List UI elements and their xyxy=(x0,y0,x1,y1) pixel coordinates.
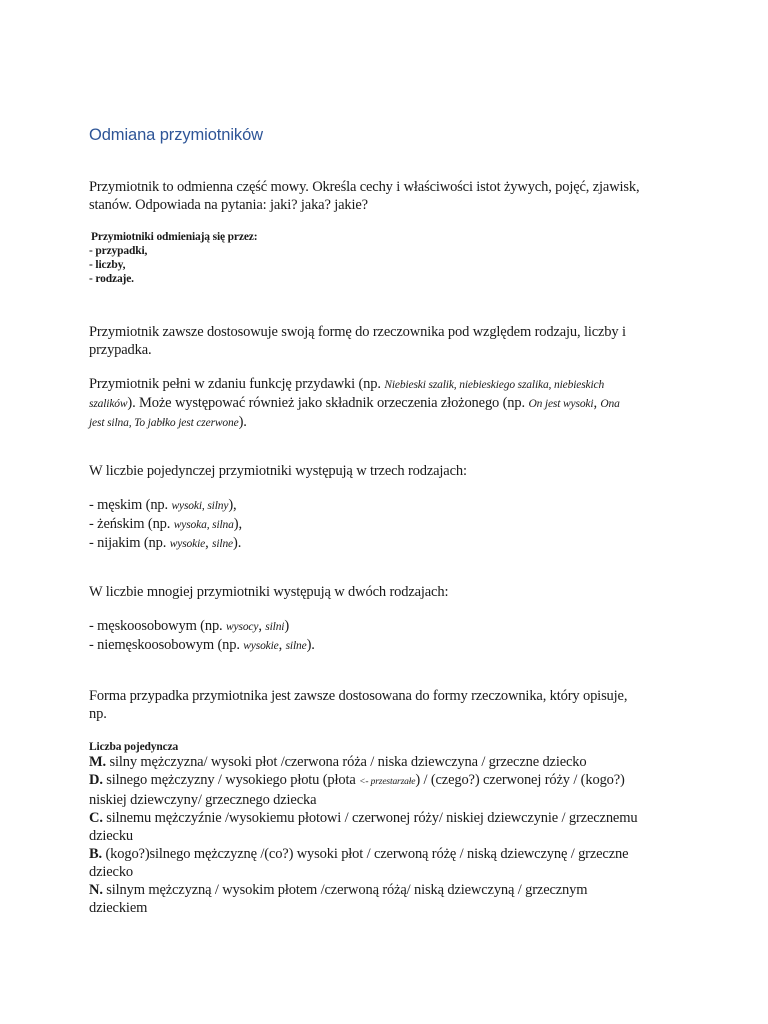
plural-intro: W liczbie mnogiej przymiotniki występują w dwóch rodzajach: xyxy=(89,584,449,600)
case-row-b: B. (kogo?)silnego mężczyznę /(co?) wysoki płot / czerwoną różę / niską dziewczynę / grzeczne xyxy=(89,846,629,862)
case-line: np. xyxy=(89,706,107,722)
example-text: On jest wysoki xyxy=(528,398,594,410)
inflection-heading: Przymiotniki odmieniają się przez: xyxy=(91,231,258,243)
case-row-n: N. silnym mężczyzną / wysokim płotem /czerwoną różą/ niską dziewczyną / grzecznym xyxy=(89,882,588,898)
list-item: - męskim (np. wysoki, silny), xyxy=(89,497,237,513)
example-text: jest silna, To jabłko jest czerwone xyxy=(89,417,239,429)
case-row-b-cont: dziecko xyxy=(89,864,134,880)
intro-line: stanów. Odpowiada na pytania: jaki? jaka? jakie? xyxy=(89,197,368,213)
list-item: - rodzaje. xyxy=(89,273,134,285)
agreement-line: Przymiotnik zawsze dostosowuje swoją formę do rzeczownika pod względem rodzaju, liczby i xyxy=(89,324,626,340)
archaic-note: <- przestarzałe xyxy=(359,777,416,787)
singular-intro: W liczbie pojedynczej przymiotniki występują w trzech rodzajach: xyxy=(89,463,467,479)
list-item: - liczby, xyxy=(89,259,126,271)
plural-gender-list xyxy=(89,617,689,655)
intro-line: Przymiotnik to odmienna część mowy. Określa cechy i właściwości istot żywych, pojęć, zjawisk, xyxy=(89,179,640,195)
case-declension-list xyxy=(89,753,689,917)
singular-cases-heading: Liczba pojedyncza xyxy=(89,741,179,753)
case-row-m: M. silny mężczyzna/ wysoki płot /czerwona róża / niska dziewczyna / grzeczne dziecko xyxy=(89,754,587,770)
list-item: - niemęskoosobowym (np. wysokie, silne). xyxy=(89,637,315,653)
example-text: szalików xyxy=(89,398,128,410)
intro-paragraph xyxy=(89,178,689,214)
list-item: - żeńskim (np. wysoka, silna), xyxy=(89,516,242,532)
function-paragraph xyxy=(89,375,689,432)
function-line-3: jest silna, To jabłko jest czerwone). xyxy=(89,414,247,430)
list-item: - nijakim (np. wysokie, silne). xyxy=(89,535,242,551)
case-paragraph xyxy=(89,687,689,723)
example-text: Ona xyxy=(600,398,620,410)
list-item: - przypadki, xyxy=(89,245,148,257)
case-row-c-cont: dziecku xyxy=(89,828,134,844)
agreement-line: przypadka. xyxy=(89,342,152,358)
case-row-c: C. silnemu mężczyźnie /wysokiemu płotowi / czerwonej róży/ niskiej dziewczynie / grzecznemu xyxy=(89,810,638,826)
inflection-list xyxy=(89,244,689,286)
case-line: Forma przypadka przymiotnika jest zawsze dostosowana do formy rzeczownika, który opisuje, xyxy=(89,688,628,704)
case-row-d: D. silnego mężczyzny / wysokiego płotu (płota <- przestarzałe) / (czego?) czerwonej róży / (kogo?) xyxy=(89,772,625,788)
document-title: Odmiana przymiotników xyxy=(89,126,263,144)
function-line-1: Przymiotnik pełni w zdaniu funkcję przydawki (np. Niebieski szalik, niebieskiego szalika, niebieskich xyxy=(89,376,605,392)
function-line-2: szalików). Może występować również jako składnik orzeczenia złożonego (np. On jest wysoki, Ona xyxy=(89,395,620,411)
list-item: - męskoosobowym (np. wysocy, silni) xyxy=(89,618,290,634)
case-row-d-cont: niskiej dziewczyny/ grzecznego dziecka xyxy=(89,792,317,808)
agreement-paragraph xyxy=(89,323,689,359)
singular-gender-list xyxy=(89,496,689,553)
case-row-n-cont: dzieckiem xyxy=(89,900,148,916)
example-text: Niebieski szalik, niebieskiego szalika, niebieskich xyxy=(384,379,605,391)
